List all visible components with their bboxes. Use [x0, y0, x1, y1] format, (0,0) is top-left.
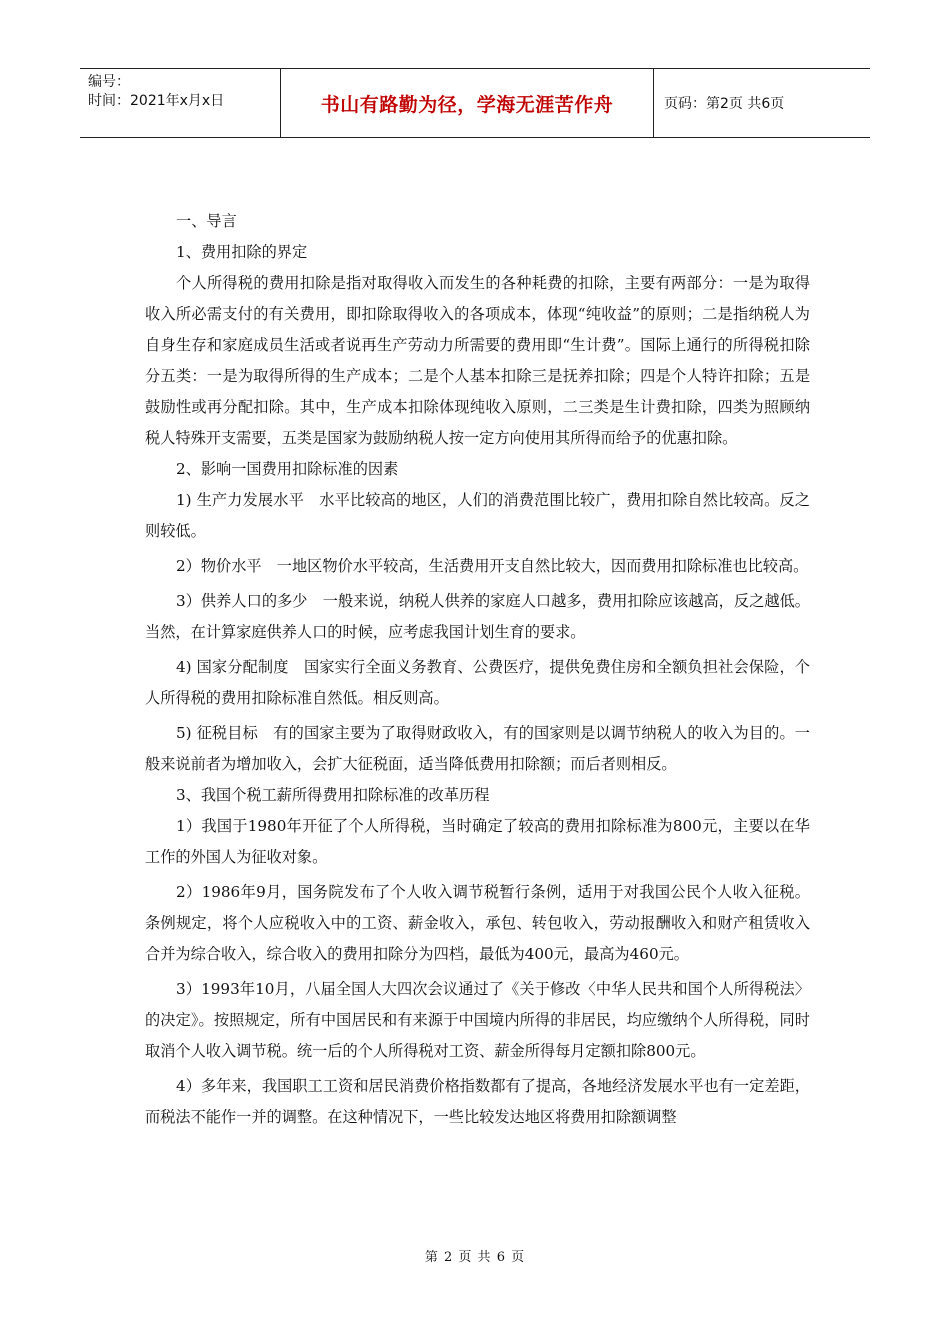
body-paragraph: 3）1993年10月，八届全国人大四次会议通过了《关于修改〈中华人民共和国个人所得税法〉的决定》。按照规定，所有中国居民和有来源于中国境内所得的非居民，均应缴纳个人所得税，同时取消个人收入调节税。统一后的个人所得税对工资、薪金所得每月定额扣除800元。 — [145, 980, 810, 1060]
subsection-heading: 1、费用扣除的界定 — [176, 243, 308, 261]
page-footer: 第 2 页 共 6 页 — [424, 1250, 526, 1265]
body-paragraph: 5) 征税目标 有的国家主要为了取得财政收入，有的国家则是以调节纳税人的收入为目的。一般来说前者为增加收入，会扩大征税面，适当降低费用扣除额；而后者则相反。 — [145, 724, 810, 773]
document-header — [80, 68, 870, 138]
subsection-heading: 3、我国个税工薪所得费用扣除标准的改革历程 — [176, 786, 490, 804]
header-meta — [80, 69, 281, 137]
body-paragraph: 个人所得税的费用扣除是指对取得收入而发生的各种耗费的扣除，主要有两部分：一是为取得收入所必需支付的有关费用，即扣除取得收入的各项成本，体现“纯收益”的原则；二是指纳税人为自身生存和家庭成员生活或者说再生产劳动力所需要的费用即“生计费”。国际上通行的所得税扣除分五类：一是为取得所得的生产成本；二是个人基本扣除三是抚养扣除；四是个人特许扣除；五是鼓励性或再分配扣除。其中，生产成本扣除体现纯收入原则，二三类是生计费扣除，四类为照顾纳税人特殊开支需要，五类是国家为鼓励纳税人按一定方向使用其所得而给予的优惠扣除。 — [145, 274, 810, 447]
body-paragraph: 1) 生产力发展水平 水平比较高的地区，人们的消费范围比较广，费用扣除自然比较高。反之则较低。 — [145, 491, 810, 540]
body-paragraph: 1）我国于1980年开征了个人所得税，当时确定了较高的费用扣除标准为800元，主要以在华工作的外国人为征收对象。 — [145, 817, 810, 866]
document-body — [145, 206, 810, 1133]
subsection-heading: 2、影响一国费用扣除标准的因素 — [176, 460, 399, 478]
header-page-info: 页码：第2页 共6页 — [664, 96, 785, 112]
body-paragraph: 4) 国家分配制度 国家实行全面义务教育、公费医疗，提供免费住房和全额负担社会保险，个人所得税的费用扣除标准自然低。相反则高。 — [145, 658, 810, 707]
body-paragraph: 3）供养人口的多少 一般来说，纳税人供养的家庭人口越多，费用扣除应该越高，反之越低。当然，在计算家庭供养人口的时候，应考虑我国计划生育的要求。 — [145, 592, 810, 641]
time-label: 时间：2021年x月x日 — [88, 93, 225, 109]
body-paragraph: 2）1986年9月，国务院发布了个人收入调节税暂行条例，适用于对我国公民个人收入征税。条例规定，将个人应税收入中的工资、薪金收入，承包、转包收入，劳动报酬收入和财产租赁收入合并为综合收入，综合收入的费用扣除分为四档，最低为400元，最高为460元。 — [145, 883, 810, 963]
number-label: 编号： — [88, 74, 130, 90]
body-paragraph: 2）物价水平 一地区物价水平较高，生活费用开支自然比较大，因而费用扣除标准也比较高。 — [176, 557, 809, 575]
header-motto: 书山有路勤为径，学海无涯苦作舟 — [281, 69, 654, 137]
section-heading: 一、导言 — [176, 212, 237, 230]
body-paragraph: 4）多年来，我国职工工资和居民消费价格指数都有了提高，各地经济发展水平也有一定差距，而税法不能作一并的调整。在这种情况下，一些比较发达地区将费用扣除额调整 — [145, 1077, 810, 1126]
